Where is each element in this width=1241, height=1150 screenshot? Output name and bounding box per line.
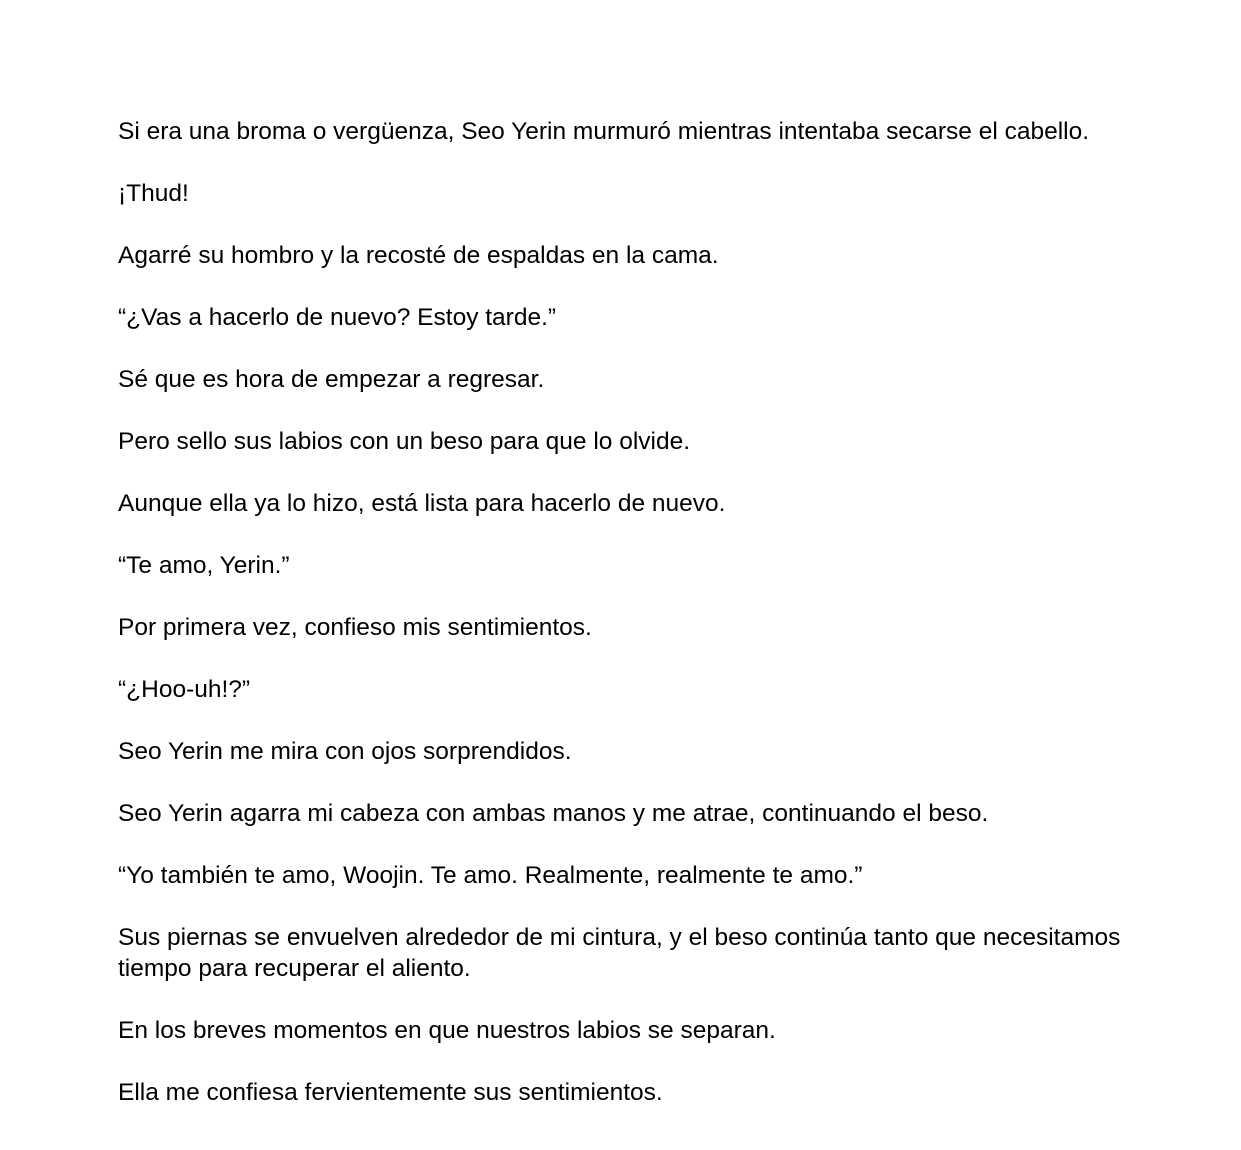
paragraph-11: Seo Yerin me mira con ojos sorprendidos.: [118, 738, 572, 765]
paragraph-16: Ella me confiesa fervientemente sus sentimientos.: [118, 1079, 663, 1106]
paragraph-13: “Yo también te amo, Woojin. Te amo. Realmente, realmente te amo.”: [118, 862, 863, 889]
paragraph-5: Sé que es hora de empezar a regresar.: [118, 366, 545, 393]
paragraph-6: Pero sello sus labios con un beso para que lo olvide.: [118, 428, 691, 455]
paragraph-14: Sus piernas se envuelven alrededor de mi cintura, y el beso continúa tanto que necesitamos tiempo para recuperar el aliento.: [118, 924, 1121, 982]
paragraph-9: Por primera vez, confieso mis sentimientos.: [118, 614, 592, 641]
paragraph-8: “Te amo, Yerin.”: [118, 552, 290, 579]
paragraph-12: Seo Yerin agarra mi cabeza con ambas manos y me atrae, continuando el beso.: [118, 800, 989, 827]
paragraph-3: Agarré su hombro y la recosté de espaldas en la cama.: [118, 242, 719, 269]
paragraph-2: ¡Thud!: [118, 180, 189, 207]
document-body: [118, 116, 1128, 1139]
paragraph-4: “¿Vas a hacerlo de nuevo? Estoy tarde.”: [118, 304, 557, 331]
paragraph-7: Aunque ella ya lo hizo, está lista para hacerlo de nuevo.: [118, 490, 726, 517]
paragraph-15: En los breves momentos en que nuestros labios se separan.: [118, 1017, 776, 1044]
paragraph-1: Si era una broma o vergüenza, Seo Yerin murmuró mientras intentaba secarse el cabello.: [118, 118, 1090, 145]
paragraph-10: “¿Hoo-uh!?”: [118, 676, 251, 703]
